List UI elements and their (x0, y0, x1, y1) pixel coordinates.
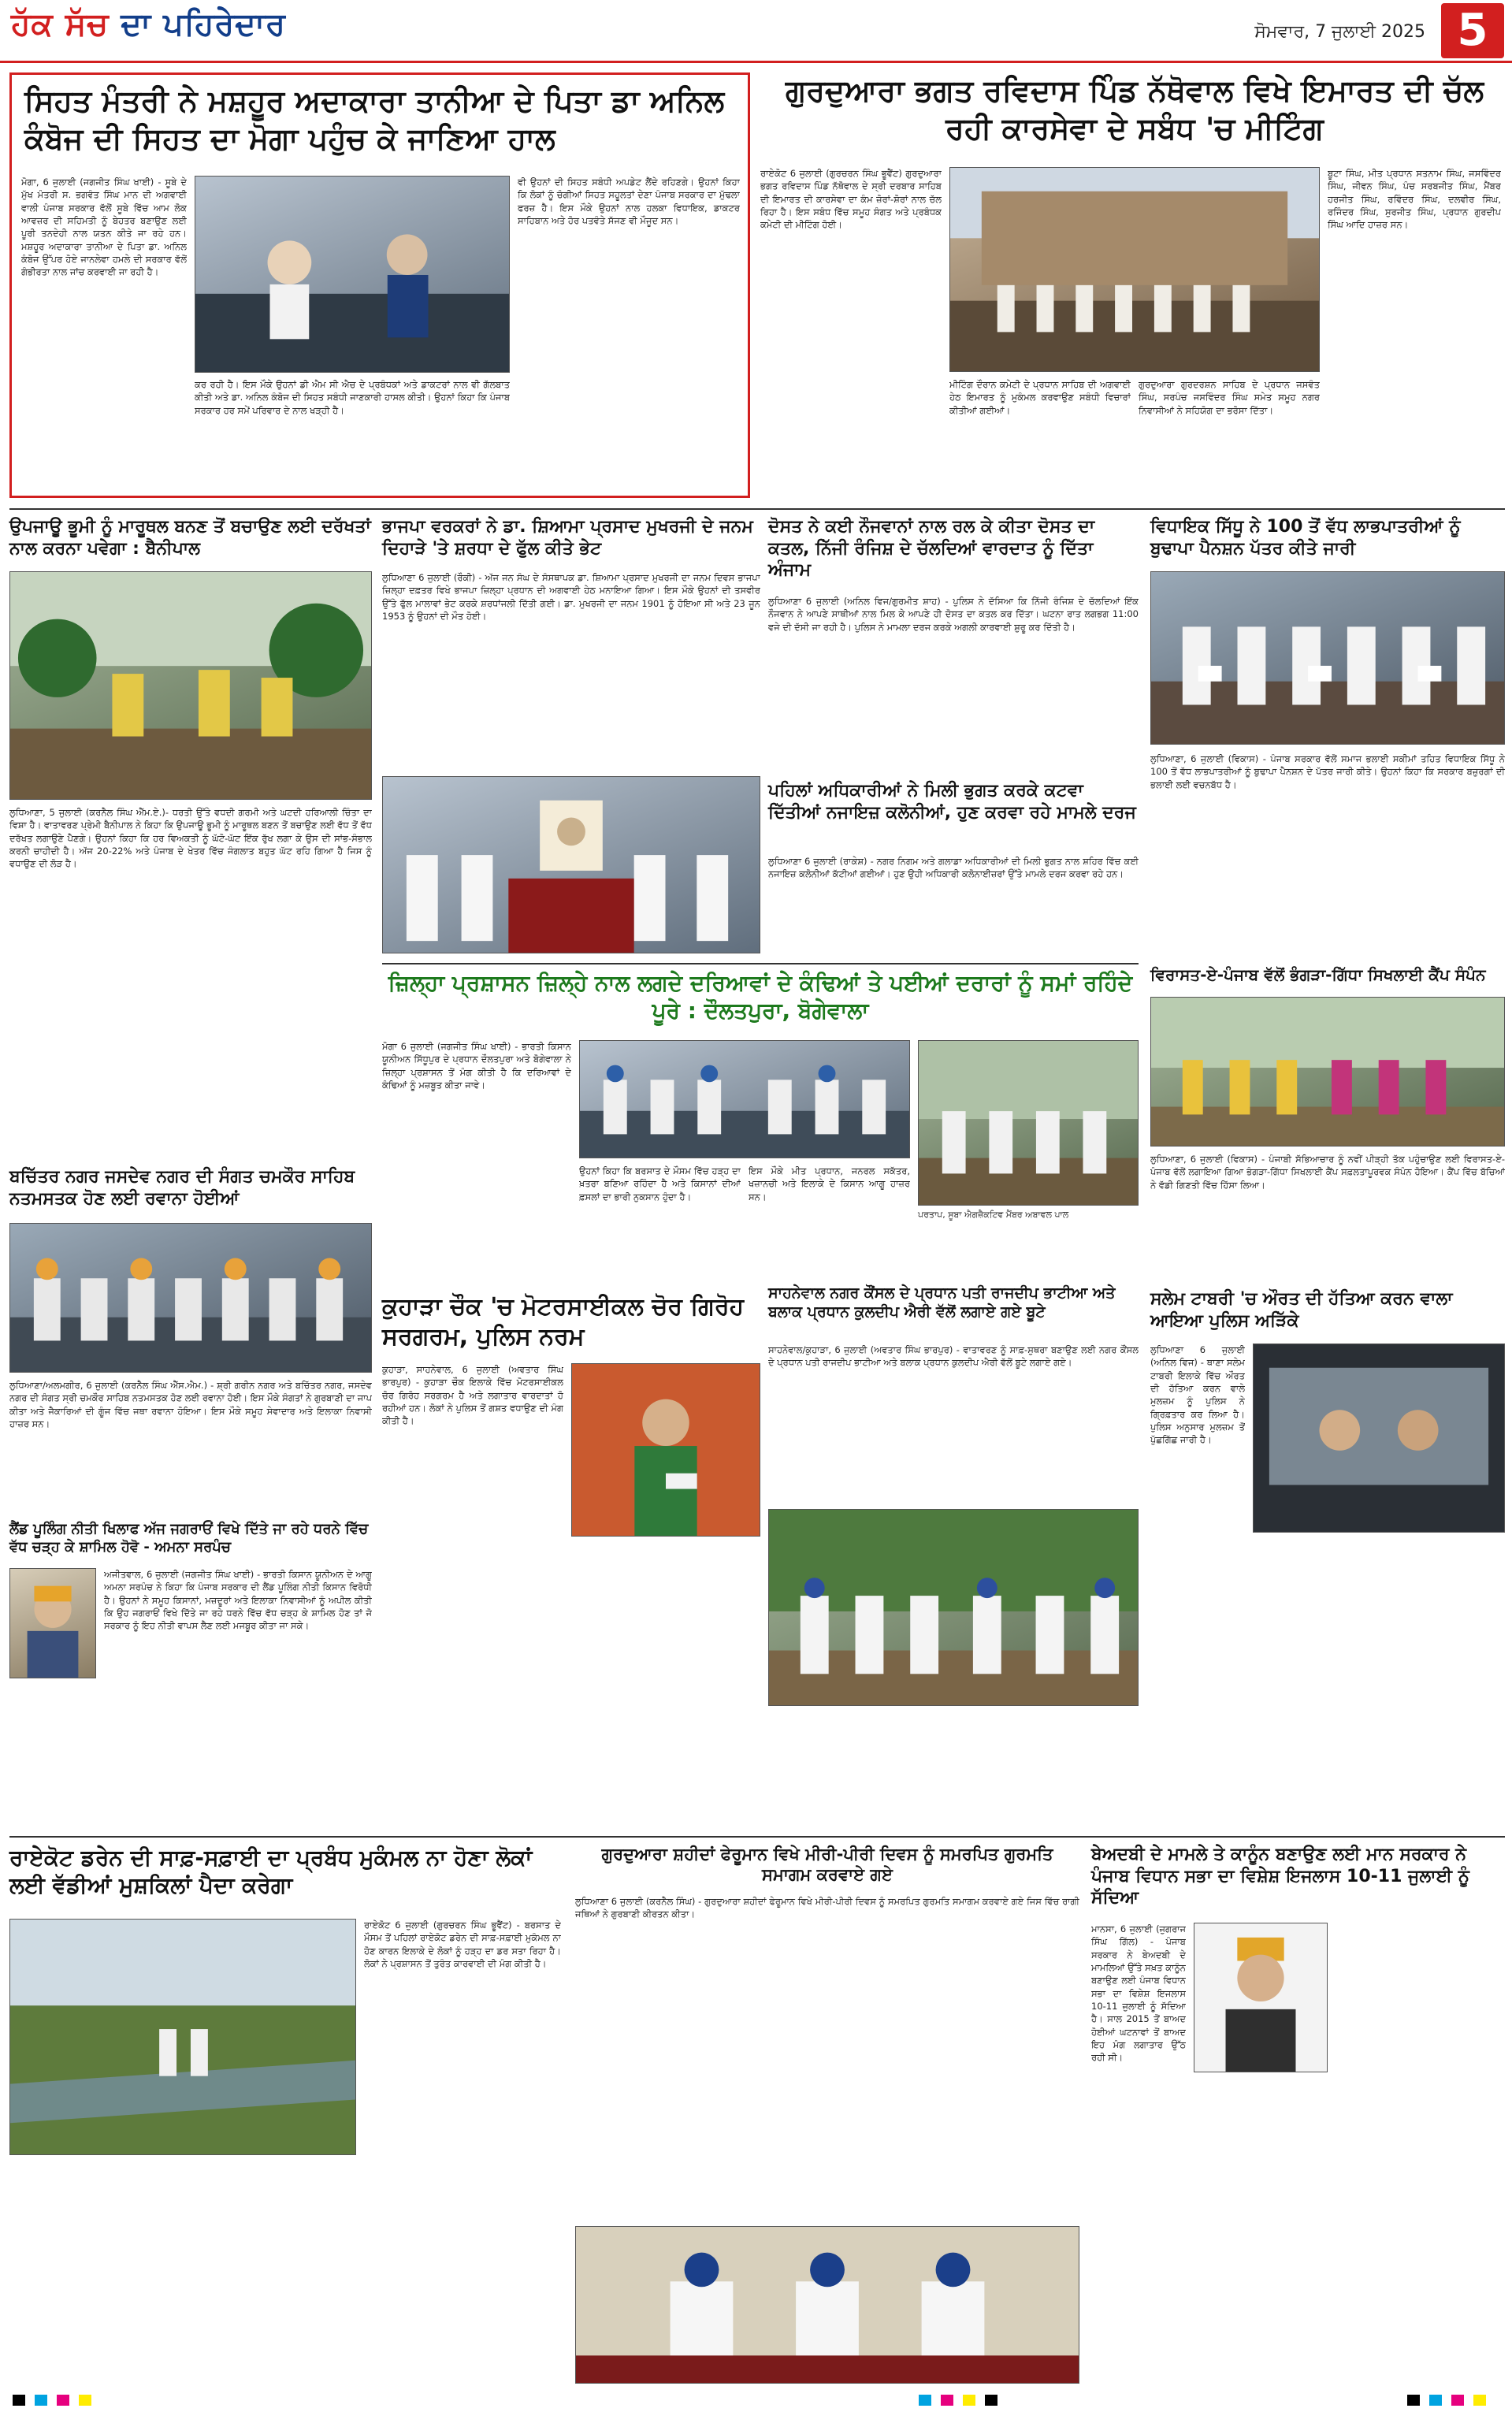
article-body: ਅਜੀਤਵਾਲ, 6 ਜੁਲਾਈ (ਜਗਜੀਤ ਸਿੰਘ ਖਾਈ) - ਭਾਰਤੀ ਕਿਸਾਨ ਯੂਨੀਅਨ ਦੇ ਆਗੂ ਅਮਨਾ ਸਰਪੰਚ ਨੇ ਕਿਹਾ ਕਿ ਪੰਜਾਬ ਸਰਕਾਰ ਦੀ ਲੈਂਡ ਪੂਲਿੰਗ ਨੀਤੀ ਕਿਸਾਨ ਵਿਰੋਧੀ ਹੈ। ਉਹਨਾਂ ਨੇ ਸਮੂਹ ਕਿਸਾਨਾਂ, ਮਜ਼ਦੂਰਾਂ ਅਤੇ ਇਲਾਕਾ ਨਿਵਾਸੀਆਂ ਨੂੰ ਅਪੀਲ ਕੀਤੀ ਕਿ ਉਹ ਜਗਰਾਓਂ ਵਿਖੇ ਦਿੱਤੇ ਜਾ ਰਹੇ ਧਰਨੇ ਵਿੱਚ ਵੱਧ ਚੜ੍ਹ ਕੇ ਸ਼ਾਮਿਲ ਹੋਣ ਤਾਂ ਜੋ ਸਰਕਾਰ ਨੂੰ ਇਹ ਨੀਤੀ ਵਾਪਸ ਲੈਣ ਲਈ ਮਜਬੂਰ ਕੀਤਾ ਜਾ ਸਕੇ। (104, 1569, 372, 1632)
article-river-embankments (382, 969, 1139, 1284)
article-body: ਰਾਏਕੋਟ 6 ਜੁਲਾਈ (ਗੁਰਚਰਨ ਸਿੰਘ ਭੂਵੈਂਟ) ਗੁਰਦੁਆਰਾ ਭਗਤ ਰਵਿਦਾਸ ਪਿੰਡ ਨੱਥੋਵਾਲ ਦੇ ਸ੍ਰੀ ਦਰਬਾਰ ਸਾਹਿਬ ਦੀ ਇਮਾਰਤ ਦੀ ਕਾਰਸੇਵਾ ਦਾ ਕੰਮ ਜ਼ੋਰਾਂ-ਸ਼ੋਰਾਂ ਨਾਲ ਚੱਲ ਰਿਹਾ ਹੈ। ਇਸ ਸਬੰਧ ਵਿੱਚ ਸਮੂਹ ਸੰਗਤ ਅਤੇ ਪ੍ਰਬੰਧਕ ਕਮੇਟੀ ਦੀ ਮੀਟਿੰਗ ਹੋਈ। (760, 168, 942, 231)
photo-kirtan (575, 2226, 1079, 2384)
headline: ਰਾਏਕੋਟ ਡਰੇਨ ਦੀ ਸਾਫ਼-ਸਫ਼ਾਈ ਦਾ ਪ੍ਰਬੰਧ ਮੁਕੰਮਲ ਨਾ ਹੋਣਾ ਲੋਕਾਂ ਲਈ ਵੱਡੀਆਂ ਮੁਸ਼ਕਿਲਾਂ ਪੈਦਾ ਕਰੇਗਾ (9, 1845, 533, 1898)
headline: ਸਲੇਮ ਟਾਬਰੀ 'ਚ ਔਰਤ ਦੀ ਹੱਤਿਆ ਕਰਨ ਵਾਲਾ ਆਇਆ ਪੁਲਿਸ ਅੜਿੱਕੇ (1150, 1289, 1453, 1331)
page-number: 5 (1441, 3, 1504, 58)
photo-farmers-meeting (579, 1040, 910, 1158)
headline: ਗੁਰਦੁਆਰਾ ਸ਼ਹੀਦਾਂ ਫੇਰੂਮਾਨ ਵਿਖੇ ਮੀਰੀ-ਪੀਰੀ ਦਿਵਸ ਨੂੰ ਸਮਰਪਿਤ ਗੁਰਮਤਿ ਸਮਾਗਮ ਕਰਵਾਏ ਗਏ (601, 1845, 1053, 1885)
headline: ਕੁਹਾੜਾ ਚੌਕ 'ਚ ਮੋਟਰਸਾਈਕਲ ਚੋਰ ਗਿਰੋਹ ਸਰਗਰਮ, ਪੁਲਿਸ ਨਰਮ (382, 1293, 745, 1351)
article-body: ਕਰ ਰਹੀ ਹੈ। ਇਸ ਮੌਕੇ ਉਹਨਾਂ ਡੀ ਐਮ ਸੀ ਐਚ ਦੇ ਪ੍ਰਬੰਧਕਾਂ ਅਤੇ ਡਾਕਟਰਾਂ ਨਾਲ ਵੀ ਗੱਲਬਾਤ ਕੀਤੀ ਅਤੇ ਡਾ. ਅਨਿਲ ਕੰਬੋਜ ਦੀ ਸਿਹਤ ਸਬੰਧੀ ਜਾਣਕਾਰੀ ਹਾਸਲ ਕੀਤੀ। ਉਹਨਾਂ ਕਿਹਾ ਕਿ ਪੰਜਾਬ ਸਰਕਾਰ ਹਰ ਸਮੇਂ ਪਰਿਵਾਰ ਦੇ ਨਾਲ ਖੜ੍ਹੀ ਹੈ। (195, 379, 510, 416)
article-body: ਲੁਧਿਆਣਾ 6 ਜੁਲਾਈ (ਕਰਨੈਲ ਸਿੰਘ) - ਗੁਰਦੁਆਰਾ ਸ਼ਹੀਦਾਂ ਫੇਰੂਮਾਨ ਵਿਖੇ ਮੀਰੀ-ਪੀਰੀ ਦਿਵਸ ਨੂੰ ਸਮਰਪਿਤ ਗੁਰਮਤਿ ਸਮਾਗਮ ਕਰਵਾਏ ਗਏ ਜਿਸ ਵਿੱਚ ਰਾਗੀ ਜਥਿਆਂ ਨੇ ਗੁਰਬਾਣੀ ਕੀਰਤਨ ਕੀਤਾ। (575, 1896, 1079, 1920)
article-body: ਲੁਧਿਆਣਾ 6 ਜੁਲਾਈ (ਰੌਕੀ) - ਅੱਜ ਜਨ ਸੰਘ ਦੇ ਸੰਸਥਾਪਕ ਡਾ. ਸ਼ਿਆਮਾ ਪ੍ਰਸਾਦ ਮੁਖਰਜੀ ਦਾ ਜਨਮ ਦਿਵਸ ਭਾਜਪਾ ਜ਼ਿਲ੍ਹਾ ਦਫ਼ਤਰ ਵਿਖੇ ਭਾਜਪਾ ਜ਼ਿਲ੍ਹਾ ਪ੍ਰਧਾਨ ਦੀ ਅਗਵਾਈ ਹੇਠ ਮਨਾਇਆ ਗਿਆ। ਇਸ ਮੌਕੇ ਉਹਨਾਂ ਦੀ ਤਸਵੀਰ ਉੱਤੇ ਫੁੱਲ ਮਾਲਾਵਾਂ ਭੇਟ ਕਰਕੇ ਸ਼ਰਧਾਂਜਲੀ ਦਿੱਤੀ ਗਈ। ਡਾ. ਮੁਖਰਜੀ ਦਾ ਜਨਮ 1901 ਨੂੰ ਹੋਇਆ ਸੀ ਅਤੇ 23 ਜੂਨ 1953 ਨੂੰ ਉਹਨਾਂ ਦੀ ਮੌਤ ਹੋਈ। (382, 572, 760, 622)
registration-mark-icon (13, 2395, 25, 2406)
headline: ਲੈਂਡ ਪੂਲਿੰਗ ਨੀਤੀ ਖਿਲਾਫ ਅੱਜ ਜਗਰਾਓਂ ਵਿਖੇ ਦਿੱਤੇ ਜਾ ਰਹੇ ਧਰਨੇ ਵਿੱਚ ਵੱਧ ਚੜ੍ਹ ਕੇ ਸ਼ਾਮਿਲ ਹੋਵੋ - ਅਮਨਾ ਸਰਪੰਚ (9, 1521, 369, 1555)
photo-victim (571, 1363, 760, 1537)
registration-mark-icon (985, 2395, 997, 2406)
registration-mark-icon (1429, 2395, 1442, 2406)
photo-construction (949, 167, 1320, 372)
headline: ਵਿਧਾਇਕ ਸਿੱਧੂ ਨੇ 100 ਤੋਂ ਵੱਧ ਲਾਭਪਾਤਰੀਆਂ ਨੂੰ ਬੁਢਾਪਾ ਪੈਨਸ਼ਨ ਪੱਤਰ ਕੀਤੇ ਜਾਰੀ (1150, 517, 1461, 559)
photo-bjp-tribute (382, 776, 760, 953)
article-land-pooling (9, 1521, 372, 1836)
headline: ਸਾਹਨੇਵਾਲ ਨਗਰ ਕੌਂਸਲ ਦੇ ਪ੍ਰਧਾਨ ਪਤੀ ਰਾਜਦੀਪ ਭਾਟੀਆ ਅਤੇ ਬਲਾਕ ਪ੍ਰਧਾਨ ਕੁਲਦੀਪ ਐਰੀ ਵੱਲੋਂ ਲਗਾਏ ਗਏ ਬੂਟੇ (768, 1284, 1116, 1321)
article-health-minister (9, 72, 750, 498)
article-body: ਮੋਗਾ, 6 ਜੁਲਾਈ (ਜਗਜੀਤ ਸਿੰਘ ਖਾਈ) - ਸੂਬੇ ਦੇ ਮੁੱਖ ਮੰਤਰੀ ਸ. ਭਗਵੰਤ ਸਿੰਘ ਮਾਨ ਦੀ ਅਗਵਾਈ ਵਾਲੀ ਪੰਜਾਬ ਸਰਕਾਰ ਵੱਲੋਂ ਸੂਬੇ ਵਿੱਚ ਆਮ ਲੋਕ ਆਵਜ਼ਰ ਦੀ ਸਹਿਮਤੀ ਨੂੰ ਬੇਹਤਰ ਬਣਾਉਣ ਲਈ ਪੂਰੀ ਤਨਦੇਹੀ ਨਾਲ ਯਤਨ ਕੀਤੇ ਜਾ ਰਹੇ ਹਨ। ਮਸ਼ਹੂਰ ਅਦਾਕਾਰਾ ਤਾਨੀਆ ਦੇ ਪਿਤਾ ਡਾ. ਅਨਿਲ ਕੰਬੋਜ ਉੱਪਰ ਹੋਏ ਜਾਨਲੇਵਾ ਹਮਲੇ ਦੀ ਸਰਕਾਰ ਵੱਲੋਂ ਗੰਭੀਰਤਾ ਨਾਲ ਜਾਂਚ ਕਰਵਾਈ ਜਾ ਰਹੀ ਹੈ। (21, 177, 187, 278)
headline: ਗੁਰਦੁਆਰਾ ਭਗਤ ਰਵਿਦਾਸ ਪਿੰਡ ਨੱਥੋਵਾਲ ਵਿਖੇ ਇਮਾਰਤ ਦੀ ਚੱਲ ਰਹੀ ਕਾਰਸੇਵਾ ਦੇ ਸਬੰਧ 'ਚ ਮੀਟਿੰਗ (785, 73, 1484, 146)
divider (9, 508, 1505, 510)
article-motorcycle-thieves (382, 1292, 760, 1710)
article-body: ਮੀਟਿੰਗ ਦੌਰਾਨ ਕਮੇਟੀ ਦੇ ਪ੍ਰਧਾਨ ਸਾਹਿਬ ਦੀ ਅਗਵਾਈ ਹੇਠ ਇਮਾਰਤ ਨੂੰ ਮੁਕੰਮਲ ਕਰਵਾਉਣ ਸਬੰਧੀ ਵਿਚਾਰਾਂ ਕੀਤੀਆਂ ਗਈਆਂ। (949, 379, 1131, 416)
article-bjp-mukherjee (382, 516, 760, 957)
article-body: ਮੋਗਾ 6 ਜੁਲਾਈ (ਜਗਜੀਤ ਸਿੰਘ ਖਾਈ) - ਭਾਰਤੀ ਕਿਸਾਨ ਯੂਨੀਅਨ ਸਿੱਧੂਪੁਰ ਦੇ ਪ੍ਰਧਾਨ ਦੌਲਤਪੁਰਾ ਅਤੇ ਬੋਗੇਵਾਲਾ ਨੇ ਜ਼ਿਲ੍ਹਾ ਪ੍ਰਸ਼ਾਸਨ ਤੋਂ ਮੰਗ ਕੀਤੀ ਹੈ ਕਿ ਦਰਿਆਵਾਂ ਦੇ ਕੰਢਿਆਂ ਨੂੰ ਮਜ਼ਬੂਤ ਕੀਤਾ ਜਾਵੇ। (382, 1041, 571, 1091)
article-illegal-colonies (768, 780, 1139, 957)
headline: ਭਾਜਪਾ ਵਰਕਰਾਂ ਨੇ ਡਾ. ਸ਼ਿਆਮਾ ਪ੍ਰਸਾਦ ਮੁਖਰਜੀ ਦੇ ਜਨਮ ਦਿਹਾੜੇ 'ਤੇ ਸ਼ਰਧਾ ਦੇ ਫੁੱਲ ਕੀਤੇ ਭੇਟ (382, 517, 753, 559)
photo-farmers-group (918, 1040, 1139, 1206)
article-body: ਲੁਧਿਆਣਾ/ਅਲਮਗੀਰ, 6 ਜੁਲਾਈ (ਕਰਨੈਲ ਸਿੰਘ ਐੱਸ.ਐਮ.) - ਸ਼੍ਰੀ ਗਰੀਨ ਨਗਰ ਅਤੇ ਬਚਿੱਤਰ ਨਗਰ, ਜਸਦੇਵ ਨਗਰ ਦੀ ਸੰਗਤ ਸ੍ਰੀ ਚਮਕੌਰ ਸਾਹਿਬ ਨਤਮਸਤਕ ਹੋਣ ਲਈ ਰਵਾਨਾ ਹੋਈ। ਇਸ ਮੌਕੇ ਸੰਗਤਾਂ ਨੇ ਗੁਰਬਾਣੀ ਦਾ ਜਾਪ ਕੀਤਾ ਅਤੇ ਜੈਕਾਰਿਆਂ ਦੀ ਗੂੰਜ ਵਿੱਚ ਜਥਾ ਰਵਾਨਾ ਹੋਇਆ। ਇਸ ਮੌਕੇ ਸਮੂਹ ਸੇਵਾਦਾਰ ਅਤੇ ਇਲਾਕਾ ਨਿਵਾਸੀ ਹਾਜ਼ਰ ਸਨ। (9, 1380, 372, 1429)
photo-amna-sarpanch (9, 1568, 96, 1678)
photo-drain (9, 1919, 356, 2155)
newspaper-logo: ਹੱਕ ਸੱਚ ਦਾ ਪਹਿਰੇਦਾਰ (11, 6, 286, 43)
article-body: ਮਾਨਸਾ, 6 ਜੁਲਾਈ (ਜੁਗਰਾਜ ਸਿੰਘ ਗਿੱਲ) - ਪੰਜਾਬ ਸਰਕਾਰ ਨੇ ਬੇਅਦਬੀ ਦੇ ਮਾਮਲਿਆਂ ਉੱਤੇ ਸਖ਼ਤ ਕਾਨੂੰਨ ਬਣਾਉਣ ਲਈ ਪੰਜਾਬ ਵਿਧਾਨ ਸਭਾ ਦਾ ਵਿਸ਼ੇਸ਼ ਇਜਲਾਸ 10-11 ਜੁਲਾਈ ਨੂੰ ਸੱਦਿਆ ਹੈ। ਸਾਲ 2015 ਤੋਂ ਬਾਅਦ ਹੋਈਆਂ ਘਟਨਾਵਾਂ ਤੋਂ ਬਾਅਦ ਇਹ ਮੰਗ ਲਗਾਤਾਰ ਉੱਠ ਰਹੀ ਸੀ। (1091, 1923, 1186, 2064)
photo-tree-planting (9, 571, 372, 800)
registration-mark-icon (1407, 2395, 1420, 2406)
article-body: ਸਾਹਨੇਵਾਲ/ਕੁਹਾੜਾ, 6 ਜੁਲਾਈ (ਅਵਤਾਰ ਸਿੰਘ ਭਾਰਪੁਰ) - ਵਾਤਾਵਰਣ ਨੂੰ ਸਾਫ਼-ਸੁਥਰਾ ਬਣਾਉਣ ਲਈ ਨਗਰ ਕੌਂਸਲ ਦੇ ਪ੍ਰਧਾਨ ਪਤੀ ਰਾਜਦੀਪ ਭਾਟੀਆ ਅਤੇ ਬਲਾਕ ਪ੍ਰਧਾਨ ਕੁਲਦੀਪ ਐਰੀ ਵੱਲੋਂ ਬੂਟੇ ਲਗਾਏ ਗਏ। (768, 1344, 1139, 1369)
photo-sangat-group (9, 1223, 372, 1373)
photo-pension-event (1150, 571, 1505, 745)
photo-hospital-visit (195, 176, 510, 373)
article-body: ਇਸ ਮੌਕੇ ਮੀਤ ਪ੍ਰਧਾਨ, ਜਨਰਲ ਸਕੱਤਰ, ਖਜ਼ਾਨਚੀ ਅਤੇ ਇਲਾਕੇ ਦੇ ਕਿਸਾਨ ਆਗੂ ਹਾਜ਼ਰ ਸਨ। (749, 1165, 910, 1202)
headline: ਵਿਰਾਸਤ-ਏ-ਪੰਜਾਬ ਵੱਲੋਂ ਭੰਗੜਾ-ਗਿੱਧਾ ਸਿਖਲਾਈ ਕੈਂਪ ਸੰਪੰਨ (1150, 965, 1486, 984)
article-salem-tabri (1150, 1288, 1505, 1714)
divider (382, 963, 1139, 964)
headline: ਜ਼ਿਲ੍ਹਾ ਪ੍ਰਸ਼ਾਸਨ ਜ਼ਿਲ੍ਹੇ ਨਾਲ ਲਗਦੇ ਦਰਿਆਵਾਂ ਦੇ ਕੰਢਿਆਂ ਤੇ ਪਈਆਂ ਦਰਾਰਾਂ ਨੂੰ ਸਮਾਂ ਰਹਿੰਦੇ ਪੂਰੇ : ਦੌਲਤਪੁਰਾ, ਬੋਗੇਵਾਲਾ (388, 970, 1133, 1024)
article-body: ਲੁਧਿਆਣਾ, 6 ਜੁਲਾਈ (ਵਿਕਾਸ) - ਪੰਜਾਬੀ ਸੱਭਿਆਚਾਰ ਨੂੰ ਨਵੀਂ ਪੀੜ੍ਹੀ ਤੱਕ ਪਹੁੰਚਾਉਣ ਲਈ ਵਿਰਾਸਤ-ਏ-ਪੰਜਾਬ ਵੱਲੋਂ ਲਗਾਇਆ ਗਿਆ ਭੰਗੜਾ-ਗਿੱਧਾ ਸਿਖਲਾਈ ਕੈਂਪ ਸਫ਼ਲਤਾਪੂਰਵਕ ਸੰਪੰਨ ਹੋਇਆ। ਕੈਂਪ ਵਿੱਚ ਬੱਚਿਆਂ ਨੇ ਵੱਡੀ ਗਿਣਤੀ ਵਿੱਚ ਹਿੱਸਾ ਲਿਆ। (1150, 1154, 1505, 1191)
headline: ਸਿਹਤ ਮੰਤਰੀ ਨੇ ਮਸ਼ਹੂਰ ਅਦਾਕਾਰਾ ਤਾਨੀਆ ਦੇ ਪਿਤਾ ਡਾ ਅਨਿਲ ਕੰਬੋਜ ਦੀ ਸਿਹਤ ਦਾ ਮੋਗਾ ਪਹੁੰਚ ਕੇ ਜਾਣਿਆ ਹਾਲ (24, 84, 725, 156)
footer-registration-marks (0, 2392, 1512, 2410)
headline: ਉਪਜਾਊ ਭੂਮੀ ਨੂੰ ਮਾਰੂਥਲ ਬਨਣ ਤੋਂ ਬਚਾਉਣ ਲਈ ਦਰੱਖਤਾਂ ਨਾਲ ਕਰਨਾ ਪਵੇਗਾ : ਬੈਨੀਪਾਲ (9, 517, 371, 559)
article-body: ਗੁਰਦੁਆਰਾ ਗੁਰਦਰਸ਼ਨ ਸਾਹਿਬ ਦੇ ਪ੍ਰਧਾਨ ਜਸਵੰਤ ਸਿੰਘ, ਸਰਪੰਚ ਜਸਵਿੰਦਰ ਸਿੰਘ ਸਮੇਤ ਸਮੂਹ ਨਗਰ ਨਿਵਾਸੀਆਂ ਨੇ ਸਹਿਯੋਗ ਦਾ ਭਰੋਸਾ ਦਿੱਤਾ। (1139, 379, 1320, 416)
registration-mark-icon (1473, 2395, 1486, 2406)
registration-mark-icon (941, 2395, 953, 2406)
registration-mark-icon (35, 2395, 47, 2406)
masthead (0, 0, 1512, 63)
headline: ਪਹਿਲਾਂ ਅਧਿਕਾਰੀਆਂ ਨੇ ਮਿਲੀ ਭੁਗਤ ਕਰਕੇ ਕਟਵਾ ਦਿੱਤੀਆਂ ਨਜਾਇਜ਼ ਕਲੋਨੀਆਂ, ਹੁਣ ਕਰਵਾ ਰਹੇ ਮਾਮਲੇ ਦਰਜ (768, 781, 1136, 823)
photo-caption: ਪਰਤਾਪ, ਸੂਬਾ ਐਗਜ਼ੈਕਟਿਵ ਮੈਂਬਰ ਅਬਾਵਲ ਪਾਲ (918, 1210, 1069, 1220)
article-trees-benipal (9, 516, 372, 1162)
article-body: ਲੁਧਿਆਣਾ, 5 ਜੁਲਾਈ (ਕਰਨੈਲ ਸਿੰਘ ਐੱਮ.ਏ.)- ਧਰਤੀ ਉੱਤੇ ਵਧਦੀ ਗਰਮੀ ਅਤੇ ਘਟਦੀ ਹਰਿਆਲੀ ਚਿੰਤਾ ਦਾ ਵਿਸ਼ਾ ਹੈ। ਵਾਤਾਵਰਣ ਪ੍ਰੇਮੀ ਬੈਨੀਪਾਲ ਨੇ ਕਿਹਾ ਕਿ ਉਪਜਾਊ ਭੂਮੀ ਨੂੰ ਮਾਰੂਥਲ ਬਣਨ ਤੋਂ ਬਚਾਉਣ ਲਈ ਵੱਧ ਤੋਂ ਵੱਧ ਦਰੱਖਤ ਲਗਾਉਣੇ ਪੈਣਗੇ। ਉਹਨਾਂ ਕਿਹਾ ਕਿ ਹਰ ਵਿਅਕਤੀ ਨੂੰ ਘੱਟੋ-ਘੱਟ ਇੱਕ ਰੁੱਖ ਲਗਾ ਕੇ ਉਸ ਦੀ ਸਾਂਭ-ਸੰਭਾਲ ਕਰਨੀ ਚਾਹੀਦੀ ਹੈ। ਅੱਜ 20-22% ਅਤੇ ਪੰਜਾਬ ਦੇ ਖੇਤਰ ਵਿੱਚ ਜੰਗਲਾਤ ਬਹੁਤ ਘੱਟ ਰਹਿ ਗਿਆ ਹੈ ਜਿਸ ਨੂੰ ਵਧਾਉਣ ਦੀ ਲੋੜ ਹੈ। (9, 807, 372, 870)
registration-mark-icon (57, 2395, 69, 2406)
registration-mark-icon (963, 2395, 975, 2406)
article-body: ਵੀ ਉਹਨਾਂ ਦੀ ਸਿਹਤ ਸਬੰਧੀ ਅਪਡੇਟ ਲੈਂਦੇ ਰਹਿਣਗੇ। ਉਹਨਾਂ ਕਿਹਾ ਕਿ ਲੋਕਾਂ ਨੂੰ ਚੰਗੀਆਂ ਸਿਹਤ ਸਹੂਲਤਾਂ ਦੇਣਾ ਪੰਜਾਬ ਸਰਕਾਰ ਦਾ ਮੁੱਢਲਾ ਫਰਜ਼ ਹੈ। ਇਸ ਮੌਕੇ ਉਹਨਾਂ ਨਾਲ ਹਲਕਾ ਵਿਧਾਇਕ, ਡਾਕਟਰ ਸਾਹਿਬਾਨ ਅਤੇ ਹੋਰ ਪਤਵੰਤੇ ਸੱਜਣ ਵੀ ਮੌਜੂਦ ਸਨ। (518, 177, 740, 226)
article-pension-letters (1150, 516, 1505, 957)
divider (9, 1836, 1505, 1838)
photo-minister (1194, 1923, 1328, 2072)
photo-plantation (768, 1509, 1139, 1706)
article-gurdwara-meeting (760, 72, 1505, 502)
headline: ਬੇਅਦਬੀ ਦੇ ਮਾਮਲੇ ਤੇ ਕਾਨੂੰਨ ਬਣਾਉਣ ਲਈ ਮਾਨ ਸਰਕਾਰ ਨੇ ਪੰਜਾਬ ਵਿਧਾਨ ਸਭਾ ਦਾ ਵਿਸ਼ੇਸ਼ ਇਜਲਾਸ 10-11 ਜੁਲਾਈ ਨੂੰ ਸੱਦਿਆ (1091, 1845, 1469, 1908)
article-body: ਬੂਟਾ ਸਿੰਘ, ਮੀਤ ਪ੍ਰਧਾਨ ਸਤਨਾਮ ਸਿੰਘ, ਜਸਵਿੰਦਰ ਸਿੰਘ, ਜੀਵਨ ਸਿੰਘ, ਪੰਚ ਸਰਬਜੀਤ ਸਿੰਘ, ਮੈਂਬਰ ਹਰਜੀਤ ਸਿੰਘ, ਰਵਿੰਦਰ ਸਿੰਘ, ਦਲਵੀਰ ਸਿੰਘ, ਰਜਿੰਦਰ ਸਿੰਘ, ਸੁਰਜੀਤ ਸਿੰਘ, ਪ੍ਰਧਾਨ ਗੁਰਦੀਪ ਸਿੰਘ ਆਦਿ ਹਾਜ਼ਰ ਸਨ। (1328, 168, 1501, 231)
article-raikot-drain (9, 1844, 561, 2388)
photo-accused-in-car (1253, 1344, 1505, 1533)
registration-mark-icon (79, 2395, 91, 2406)
article-friend-murder (768, 516, 1139, 776)
article-body: ਉਹਨਾਂ ਕਿਹਾ ਕਿ ਬਰਸਾਤ ਦੇ ਮੌਸਮ ਵਿੱਚ ਹੜ੍ਹ ਦਾ ਖ਼ਤਰਾ ਬਣਿਆ ਰਹਿੰਦਾ ਹੈ ਅਤੇ ਕਿਸਾਨਾਂ ਦੀਆਂ ਫ਼ਸਲਾਂ ਦਾ ਭਾਰੀ ਨੁਕਸਾਨ ਹੁੰਦਾ ਹੈ। (579, 1165, 741, 1202)
article-body: ਲੁਧਿਆਣਾ, 6 ਜੁਲਾਈ (ਵਿਕਾਸ) - ਪੰਜਾਬ ਸਰਕਾਰ ਵੱਲੋਂ ਸਮਾਜ ਭਲਾਈ ਸਕੀਮਾਂ ਤਹਿਤ ਵਿਧਾਇਕ ਸਿੱਧੂ ਨੇ 100 ਤੋਂ ਵੱਧ ਲਾਭਪਾਤਰੀਆਂ ਨੂੰ ਬੁਢਾਪਾ ਪੈਨਸ਼ਨ ਦੇ ਪੱਤਰ ਜਾਰੀ ਕੀਤੇ। ਉਹਨਾਂ ਕਿਹਾ ਕਿ ਸਰਕਾਰ ਬਜ਼ੁਰਗਾਂ ਦੀ ਭਲਾਈ ਲਈ ਵਚਨਬੱਧ ਹੈ। (1150, 753, 1505, 790)
registration-mark-icon (1451, 2395, 1464, 2406)
headline: ਬਚਿੱਤਰ ਨਗਰ ਜਸਦੇਵ ਨਗਰ ਦੀ ਸੰਗਤ ਚਮਕੌਰ ਸਾਹਿਬ ਨਤਮਸਤਕ ਹੋਣ ਲਈ ਰਵਾਨਾ ਹੋਈਆਂ (9, 1167, 355, 1209)
article-body: ਲੁਧਿਆਣਾ 6 ਜੁਲਾਈ (ਰਾਕੇਸ਼) - ਨਗਰ ਨਿਗਮ ਅਤੇ ਗਲਾਡਾ ਅਧਿਕਾਰੀਆਂ ਦੀ ਮਿਲੀ ਭੁਗਤ ਨਾਲ ਸ਼ਹਿਰ ਵਿੱਚ ਕਈ ਨਜਾਇਜ਼ ਕਲੋਨੀਆਂ ਕੱਟੀਆਂ ਗਈਆਂ। ਹੁਣ ਉਹੀ ਅਧਿਕਾਰੀ ਕਲੋਨਾਈਜ਼ਰਾਂ ਉੱਤੇ ਮਾਮਲੇ ਦਰਜ ਕਰਵਾ ਰਹੇ ਹਨ। (768, 856, 1139, 880)
article-body: ਰਾਏਕੋਟ 6 ਜੁਲਾਈ (ਗੁਰਚਰਨ ਸਿੰਘ ਭੂਵੈਂਟ) - ਬਰਸਾਤ ਦੇ ਮੌਸਮ ਤੋਂ ਪਹਿਲਾਂ ਰਾਏਕੋਟ ਡਰੇਨ ਦੀ ਸਾਫ਼-ਸਫ਼ਾਈ ਮੁਕੰਮਲ ਨਾ ਹੋਣ ਕਾਰਨ ਇਲਾਕੇ ਦੇ ਲੋਕਾਂ ਨੂੰ ਹੜ੍ਹ ਦਾ ਡਰ ਸਤਾ ਰਿਹਾ ਹੈ। ਲੋਕਾਂ ਨੇ ਪ੍ਰਸ਼ਾਸਨ ਤੋਂ ਤੁਰੰਤ ਕਾਰਵਾਈ ਦੀ ਮੰਗ ਕੀਤੀ ਹੈ। (364, 1920, 561, 1969)
article-body: ਲੁਧਿਆਣਾ 6 ਜੁਲਾਈ (ਅਨਿਲ ਵਿਜ/ਗੁਰਮੀਤ ਸ਼ਾਹ) - ਪੁਲਿਸ ਨੇ ਦੱਸਿਆ ਕਿ ਨਿੱਜੀ ਰੰਜਿਸ਼ ਦੇ ਚੱਲਦਿਆਂ ਇੱਕ ਨੌਜਵਾਨ ਨੇ ਆਪਣੇ ਸਾਥੀਆਂ ਨਾਲ ਮਿਲ ਕੇ ਆਪਣੇ ਹੀ ਦੋਸਤ ਦਾ ਕਤਲ ਕਰ ਦਿੱਤਾ। ਘਟਨਾ ਰਾਤ ਲਗਭਗ 11:00 ਵਜੇ ਦੀ ਦੱਸੀ ਜਾ ਰਹੀ ਹੈ। ਪੁਲਿਸ ਨੇ ਮਾਮਲਾ ਦਰਜ ਕਰਕੇ ਅਗਲੀ ਕਾਰਵਾਈ ਸ਼ੁਰੂ ਕਰ ਦਿੱਤੀ ਹੈ। (768, 596, 1139, 633)
article-bhangra-camp (1150, 965, 1505, 1280)
article-chamkaur-sahib (9, 1166, 372, 1513)
article-body: ਕੁਹਾੜਾ, ਸਾਹਨੇਵਾਲ, 6 ਜੁਲਾਈ (ਅਵਤਾਰ ਸਿੰਘ ਭਾਰਪੁਰ) - ਕੁਹਾੜਾ ਚੌਕ ਇਲਾਕੇ ਵਿੱਚ ਮੋਟਰਸਾਈਕਲ ਚੋਰ ਗਿਰੋਹ ਸਰਗਰਮ ਹੈ ਅਤੇ ਲਗਾਤਾਰ ਵਾਰਦਾਤਾਂ ਹੋ ਰਹੀਆਂ ਹਨ। ਲੋਕਾਂ ਨੇ ਪੁਲਿਸ ਤੋਂ ਗਸ਼ਤ ਵਧਾਉਣ ਦੀ ਮੰਗ ਕੀਤੀ ਹੈ। (382, 1364, 563, 1427)
article-sacrilege-session (1091, 1844, 1505, 2388)
headline: ਦੋਸਤ ਨੇ ਕਈ ਨੌਜਵਾਨਾਂ ਨਾਲ ਰਲ ਕੇ ਕੀਤਾ ਦੋਸਤ ਦਾ ਕਤਲ, ਨਿੱਜੀ ਰੰਜਿਸ਼ ਦੇ ਚੱਲਦਿਆਂ ਵਾਰਦਾਤ ਨੂੰ ਦਿੱਤਾ ਅੰਜਾਮ (768, 517, 1095, 580)
article-miri-piri (575, 1844, 1079, 2388)
article-sahnewal-plants (768, 1284, 1139, 1710)
issue-date: ਸੋਮਵਾਰ, 7 ਜੁਲਾਈ 2025 (1254, 22, 1425, 42)
photo-bhangra-camp (1150, 997, 1505, 1147)
article-body: ਲੁਧਿਆਣਾ 6 ਜੁਲਾਈ (ਅਨਿਲ ਵਿਜ) - ਥਾਣਾ ਸਲੇਮ ਟਾਬਰੀ ਇਲਾਕੇ ਵਿੱਚ ਔਰਤ ਦੀ ਹੱਤਿਆ ਕਰਨ ਵਾਲੇ ਮੁਲਜ਼ਮ ਨੂੰ ਪੁਲਿਸ ਨੇ ਗ੍ਰਿਫ਼ਤਾਰ ਕਰ ਲਿਆ ਹੈ। ਪੁਲਿਸ ਅਨੁਸਾਰ ਮੁਲਜ਼ਮ ਤੋਂ ਪੁੱਛਗਿੱਛ ਜਾਰੀ ਹੈ। (1150, 1344, 1245, 1446)
registration-mark-icon (919, 2395, 931, 2406)
